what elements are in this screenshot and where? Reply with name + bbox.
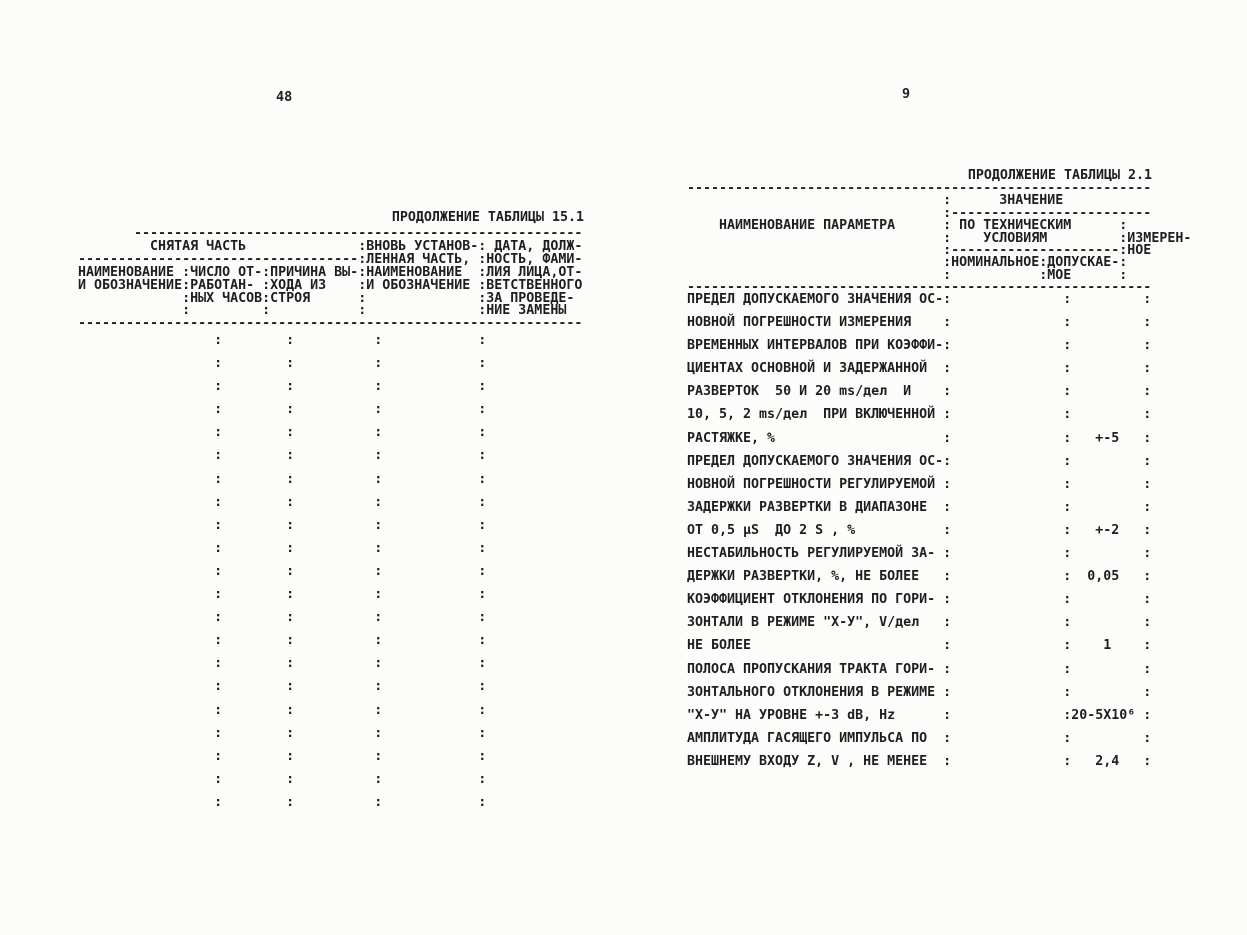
table-row: : : : : [78, 771, 487, 787]
left-table-body [78, 329, 486, 814]
header-line: : УСЛОВИЯМ :ИЗМЕРЕН- [687, 230, 1192, 246]
table-row: : : : : [78, 379, 487, 395]
table-row: : : : : [78, 425, 487, 441]
header-line: --------------------------------------------------------------- [78, 316, 583, 332]
table-row: ОТ 0,5 µS ДО 2 S , % : : +-2 : [687, 522, 1152, 538]
table-row: : : : : [78, 402, 487, 418]
table-row: РАЗВЕРТОК 50 И 20 ms/дел И : : : [687, 384, 1152, 400]
left-table-caption: ПРОДОЛЖЕНИЕ ТАБЛИЦЫ 15.1 [391, 210, 584, 225]
table-row: : : : : [78, 587, 487, 603]
table-row: 10, 5, 2 ms/дел ПРИ ВКЛЮЧЕННОЙ : : : [687, 407, 1152, 423]
right-table-caption: ПРОДОЛЖЕНИЕ ТАБЛИЦЫ 2.1 [967, 168, 1152, 183]
table-row: : : : : [78, 679, 487, 695]
table-row: НОВНОЙ ПОГРЕШНОСТИ РЕГУЛИРУЕМОЙ : : : [687, 476, 1152, 492]
table-row: АМПЛИТУДА ГАСЯЩЕГО ИМПУЛЬСА ПО : : : [687, 730, 1152, 746]
table-row: : : : : [78, 725, 487, 741]
table-row: КОЭФФИЦИЕНТ ОТКЛОНЕНИЯ ПО ГОРИ- : : : [687, 592, 1152, 608]
table-row: РАСТЯЖКЕ, % : : +-5 : [687, 430, 1152, 446]
left-page-number: 48 [276, 89, 293, 105]
table-row: ВНЕШНЕМУ ВХОДУ Z, V , НЕ МЕНЕЕ : : 2,4 : [687, 753, 1152, 769]
header-line: :---------------------:НОЕ [687, 243, 1152, 259]
right-page-number: 9 [902, 86, 911, 102]
table-row: : : : : [78, 794, 487, 810]
header-line: -----------------------------------:ЛЕННАЯ ЧАСТЬ, :НОСТЬ, ФАМИ- [78, 251, 583, 267]
header-line: : : : :НИЕ ЗАМЕНЫ [78, 303, 567, 319]
table-row: НЕСТАБИЛЬНОСТЬ РЕГУЛИРУЕМОЙ ЗА- : : : [687, 546, 1152, 562]
table-row: : : : : [78, 610, 487, 626]
table-row: НЕ БОЛЕЕ : : 1 : [687, 638, 1152, 654]
header-line: ---------------------------------------------------------- [687, 181, 1152, 196]
table-row: : : : : [78, 448, 487, 464]
table-row: : : : : [78, 356, 487, 372]
header-line: :НОМИНАЛЬНОЕ:ДОПУСКАЕ-: [687, 255, 1128, 271]
table-row: ПРЕДЕЛ ДОПУСКАЕМОГО ЗНАЧЕНИЯ ОС-: : : [687, 292, 1152, 307]
table-row: ВРЕМЕННЫХ ИНТЕРВАЛОВ ПРИ КОЭФФИ-: : : [687, 338, 1152, 354]
table-row: : : : : [78, 748, 487, 764]
right-table-header [687, 183, 1191, 295]
header-line: НАИМЕНОВАНИЕ :ЧИСЛО ОТ-:ПРИЧИНА ВЫ-:НАИМЕНОВАНИЕ :ЛИЯ ЛИЦА,ОТ- [78, 264, 583, 280]
left-table-header [78, 228, 582, 331]
right-table-body [687, 288, 1151, 773]
table-row: : : : : [78, 563, 487, 579]
table-row: ЗОНТАЛИ В РЕЖИМЕ "Х-У", V/дел : : : [687, 615, 1152, 631]
table-row: ПОЛОСА ПРОПУСКАНИЯ ТРАКТА ГОРИ- : : : [687, 661, 1152, 677]
table-row: ЗОНТАЛЬНОГО ОТКЛОНЕНИЯ В РЕЖИМЕ : : : [687, 684, 1152, 700]
header-line: НАИМЕНОВАНИЕ ПАРАМЕТРА : ПО ТЕХНИЧЕСКИМ : [687, 218, 1128, 234]
table-row: ПРЕДЕЛ ДОПУСКАЕМОГО ЗНАЧЕНИЯ ОС-: : : [687, 453, 1152, 469]
table-row: : : : : [78, 633, 487, 649]
table-row: : : : : [78, 540, 487, 556]
table-row: ЦИЕНТАХ ОСНОВНОЙ И ЗАДЕРЖАННОЙ : : : [687, 361, 1152, 377]
header-line: ---------------------------------------------------------- [687, 280, 1152, 296]
table-row: НОВНОЙ ПОГРЕШНОСТИ ИЗМЕРЕНИЯ : : : [687, 315, 1152, 331]
header-line: :НЫХ ЧАСОВ:СТРОЯ : :ЗА ПРОВЕДЕ- [78, 290, 575, 306]
header-line: : ЗНАЧЕНИЕ [687, 193, 1064, 209]
table-row: : : : : [78, 517, 487, 533]
header-line: И ОБОЗНАЧЕНИЕ:РАБОТАН- :ХОДА ИЗ :И ОБОЗНАЧЕНИЕ :ВЕТСТВЕННОГО [78, 277, 583, 293]
header-line: : :МОЕ : [687, 267, 1128, 283]
table-row: : : : : [78, 494, 487, 510]
table-row: : : : : [78, 702, 487, 718]
table-row: : : : : [78, 471, 487, 487]
table-row: ДЕРЖКИ РАЗВЕРТКИ, %, НЕ БОЛЕЕ : : 0,05 : [687, 569, 1152, 585]
header-line: -------------------------------------------------------- [78, 226, 583, 241]
table-row: ЗАДЕРЖКИ РАЗВЕРТКИ В ДИАПАЗОНЕ : : : [687, 499, 1152, 515]
table-row: : : : : [78, 333, 487, 348]
table-row: "Х-У" НА УРОВНЕ +-3 dB, Hz : :20-5X10⁶ : [687, 707, 1152, 723]
header-line: :------------------------- [687, 205, 1152, 221]
table-row: : : : : [78, 656, 487, 672]
header-line: СНЯТАЯ ЧАСТЬ :ВНОВЬ УСТАНОВ-: ДАТА, ДОЛЖ- [78, 238, 583, 254]
